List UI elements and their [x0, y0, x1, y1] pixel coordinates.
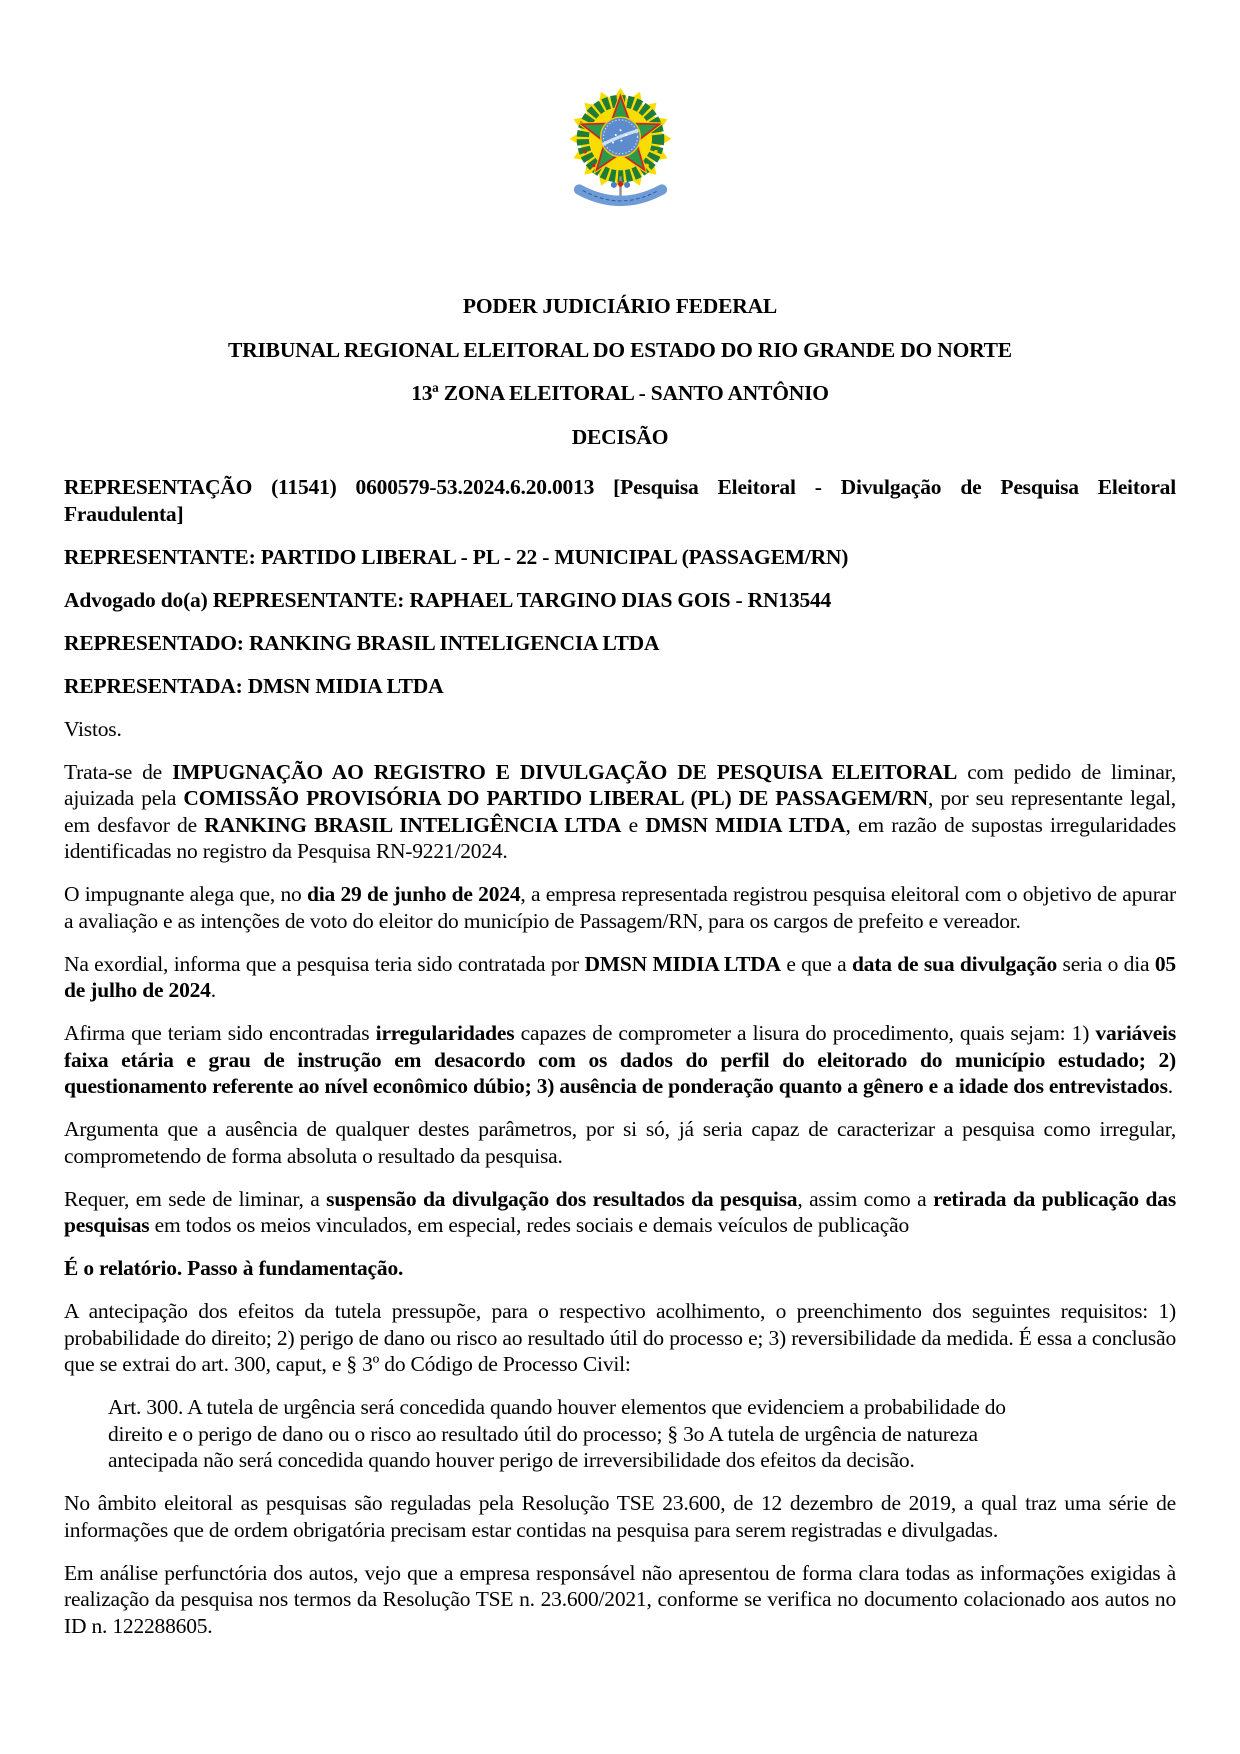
- paragraph-afirma: [64, 1020, 1176, 1100]
- paragraph-relatorio: [64, 1255, 1176, 1282]
- disc-star: [619, 129, 621, 131]
- disc-star: [614, 134, 616, 136]
- text-run: Vistos.: [64, 716, 122, 741]
- bold-text-run: DMSN MIDIA LTDA: [645, 812, 846, 837]
- text-run: O impugnante alega que, no: [64, 882, 307, 906]
- text-run: , em razão de supostas irregularidades identificadas no registro da Pesquisa RN-9221/2024.: [64, 812, 1176, 863]
- paragraph-advogado: [64, 587, 1176, 614]
- text-run: , a empresa representada registrou pesquisa eleitoral com o objetivo de apurar a avaliação e as intenções de voto do eleitor do município de Passagem/RN, para os cargos de prefeito e vereador.: [64, 882, 1176, 933]
- paragraph-representada: [64, 673, 1176, 700]
- blockquote-art-300: [108, 1394, 1036, 1474]
- paragraph-analise-perfunctoria: [64, 1560, 1176, 1640]
- header-line-zona-eleitoral: 13ª ZONA ELEITORAL - SANTO ANTÔNIO: [411, 381, 829, 405]
- bold-text-run: REPRESENTAÇÃO (11541) 0600579-53.2024.6.20.0013 [Pesquisa Eleitoral - Divulgação de Pesquisa Eleitoral Fraudulenta]: [64, 475, 1176, 526]
- bold-text-run: É o relatório. Passo à fundamentação.: [64, 1256, 404, 1280]
- paragraph-trata-se: [64, 759, 1176, 865]
- text-run: Argumenta que a ausência de qualquer destes parâmetros, por si só, já seria capaz de caracterizar a pesquisa como irregular, comprometendo de forma absoluta o resultado da pesquisa.: [64, 1117, 1176, 1168]
- bold-text-run: suspensão da divulgação dos resultados da pesquisa: [326, 1186, 798, 1211]
- text-run: No âmbito eleitoral as pesquisas são reguladas pela Resolução TSE 23.600, de 12 dezembro de 2019, a qual traz uma série de informações que de ordem obrigatória precisam estar contidas na pesquisa para serem registradas e divulgadas.: [64, 1491, 1176, 1542]
- bold-text-run: DMSN MIDIA LTDA: [584, 951, 781, 976]
- bold-text-run: Advogado do(a) REPRESENTANTE: RAPHAEL TARGINO DIAS GOIS - RN13544: [64, 587, 832, 612]
- text-run: com pedido de liminar, ajuizada pela: [64, 759, 1176, 810]
- text-run: Na exordial, informa que a pesquisa teria sido contratada por: [64, 951, 585, 976]
- paragraph-requer: [64, 1186, 1176, 1239]
- paragraph-argumenta: [64, 1116, 1176, 1169]
- bold-text-run: IMPUGNAÇÃO AO REGISTRO E DIVULGAÇÃO DE PESQUISA ELEITORAL: [172, 759, 958, 784]
- paragraph-representado: [64, 630, 1176, 657]
- bold-text-run: variáveis faixa etária e grau de instrução em desacordo com os dados do perfil do eleitorado do município estudado; 2) questionamento referente ao nível econômico dúbio; 3) ausência de ponderação quanto a gênero e a idade dos entrevistados: [64, 1021, 1176, 1098]
- text-run: , por seu representante legal, em desfavor de: [64, 786, 1176, 837]
- document-body: [0, 474, 1240, 1639]
- bold-text-run: RANKING BRASIL INTELIGÊNCIA LTDA: [204, 812, 622, 837]
- hilt-right: [624, 182, 630, 188]
- text-run: Trata-se de: [64, 759, 173, 784]
- text-run: e que a: [780, 951, 852, 976]
- text-run: capazes de comprometer a lisura do procedimento, quais sejam: 1): [514, 1021, 1096, 1045]
- paragraph-antecipacao: [64, 1298, 1176, 1378]
- disc-star: [625, 134, 627, 136]
- text-run: seria o dia: [1057, 951, 1155, 976]
- bold-text-run: REPRESENTANTE: PARTIDO LIBERAL - PL - 22 - MUNICIPAL (PASSAGEM/RN): [64, 544, 849, 569]
- text-run: A antecipação dos efeitos da tutela pressupõe, para o respectivo acolhimento, o preenchimento dos seguintes requisitos: 1) probabilidade do direito; 2) perigo de dano ou risco ao resultado útil do processo e; 3) reversibilidade da medida. É essa a conclusão que se extrai do art. 300, caput, e § 3º do Código de Processo Civil:: [64, 1299, 1176, 1376]
- disc-star: [611, 141, 613, 143]
- bold-text-run: 05 de julho de 2024: [64, 951, 1176, 1002]
- text-run: Afirma que teriam sido encontradas: [64, 1021, 376, 1045]
- hilt-left: [610, 182, 616, 188]
- emblem-area: [0, 0, 1240, 221]
- document-header: [0, 293, 1240, 450]
- bold-text-run: COMISSÃO PROVISÓRIA DO PARTIDO LIBERAL (PL) DE PASSAGEM/RN: [183, 786, 928, 810]
- brazil-coat-of-arms-icon: [564, 86, 677, 216]
- text-run: Art. 300. A tutela de urgência será concedida quando houver elementos que evidenciem a probabilidade do direito e o perigo de dano ou o risco ao resultado útil do processo; § 3o A tutela de urgência de natureza antecipada não será concedida quando houver perigo de irreversibilidade dos efeitos da decisão.: [108, 1395, 1006, 1472]
- text-run: .: [1167, 1074, 1173, 1098]
- bold-text-run: dia 29 de junho de 2024: [306, 882, 521, 906]
- text-run: Requer, em sede de liminar, a: [64, 1186, 327, 1211]
- header-line-tribunal: TRIBUNAL REGIONAL ELEITORAL DO ESTADO DO RIO GRANDE DO NORTE: [228, 337, 1012, 362]
- wreath-flower: [645, 164, 649, 168]
- text-run: e: [621, 812, 646, 837]
- disc-star: [620, 140, 622, 142]
- wreath-flower: [654, 150, 658, 154]
- paragraph-ambito-eleitoral: [64, 1490, 1176, 1543]
- header-line-poder-judiciario: PODER JUDICIÁRIO FEDERAL: [462, 294, 778, 318]
- text-run: Em análise perfunctória dos autos, vejo que a empresa responsável não apresentou de forma clara todas as informações exigidas à realização da pesquisa nos termos da Resolução TSE n. 23.600/2021, conforme se verifica no documento colacionado aos autos no ID n. 122288605.: [64, 1560, 1176, 1638]
- bold-text-run: REPRESENTADO: RANKING BRASIL INTELIGENCIA LTDA: [64, 630, 660, 655]
- paragraph-representacao: [64, 474, 1176, 527]
- bold-text-run: data de sua divulgação: [851, 951, 1058, 976]
- bold-text-run: retirada da publicação das pesquisas: [64, 1186, 1176, 1237]
- paragraph-vistos: [64, 716, 1176, 743]
- text-run: , assim como a: [797, 1186, 934, 1211]
- text-run: em todos os meios vinculados, em especial, redes sociais e demais veículos de publicação: [149, 1213, 910, 1237]
- wreath-berry: [583, 150, 587, 154]
- paragraph-representante: [64, 544, 1176, 571]
- text-run: .: [210, 978, 216, 1002]
- document-title: DECISÃO: [571, 424, 669, 449]
- bold-text-run: REPRESENTADA: DMSN MIDIA LTDA: [64, 673, 444, 698]
- paragraph-impugnante: [64, 881, 1176, 934]
- bold-text-run: irregularidades: [375, 1021, 515, 1045]
- paragraph-exordial: [64, 951, 1176, 1004]
- wreath-berry: [592, 164, 596, 168]
